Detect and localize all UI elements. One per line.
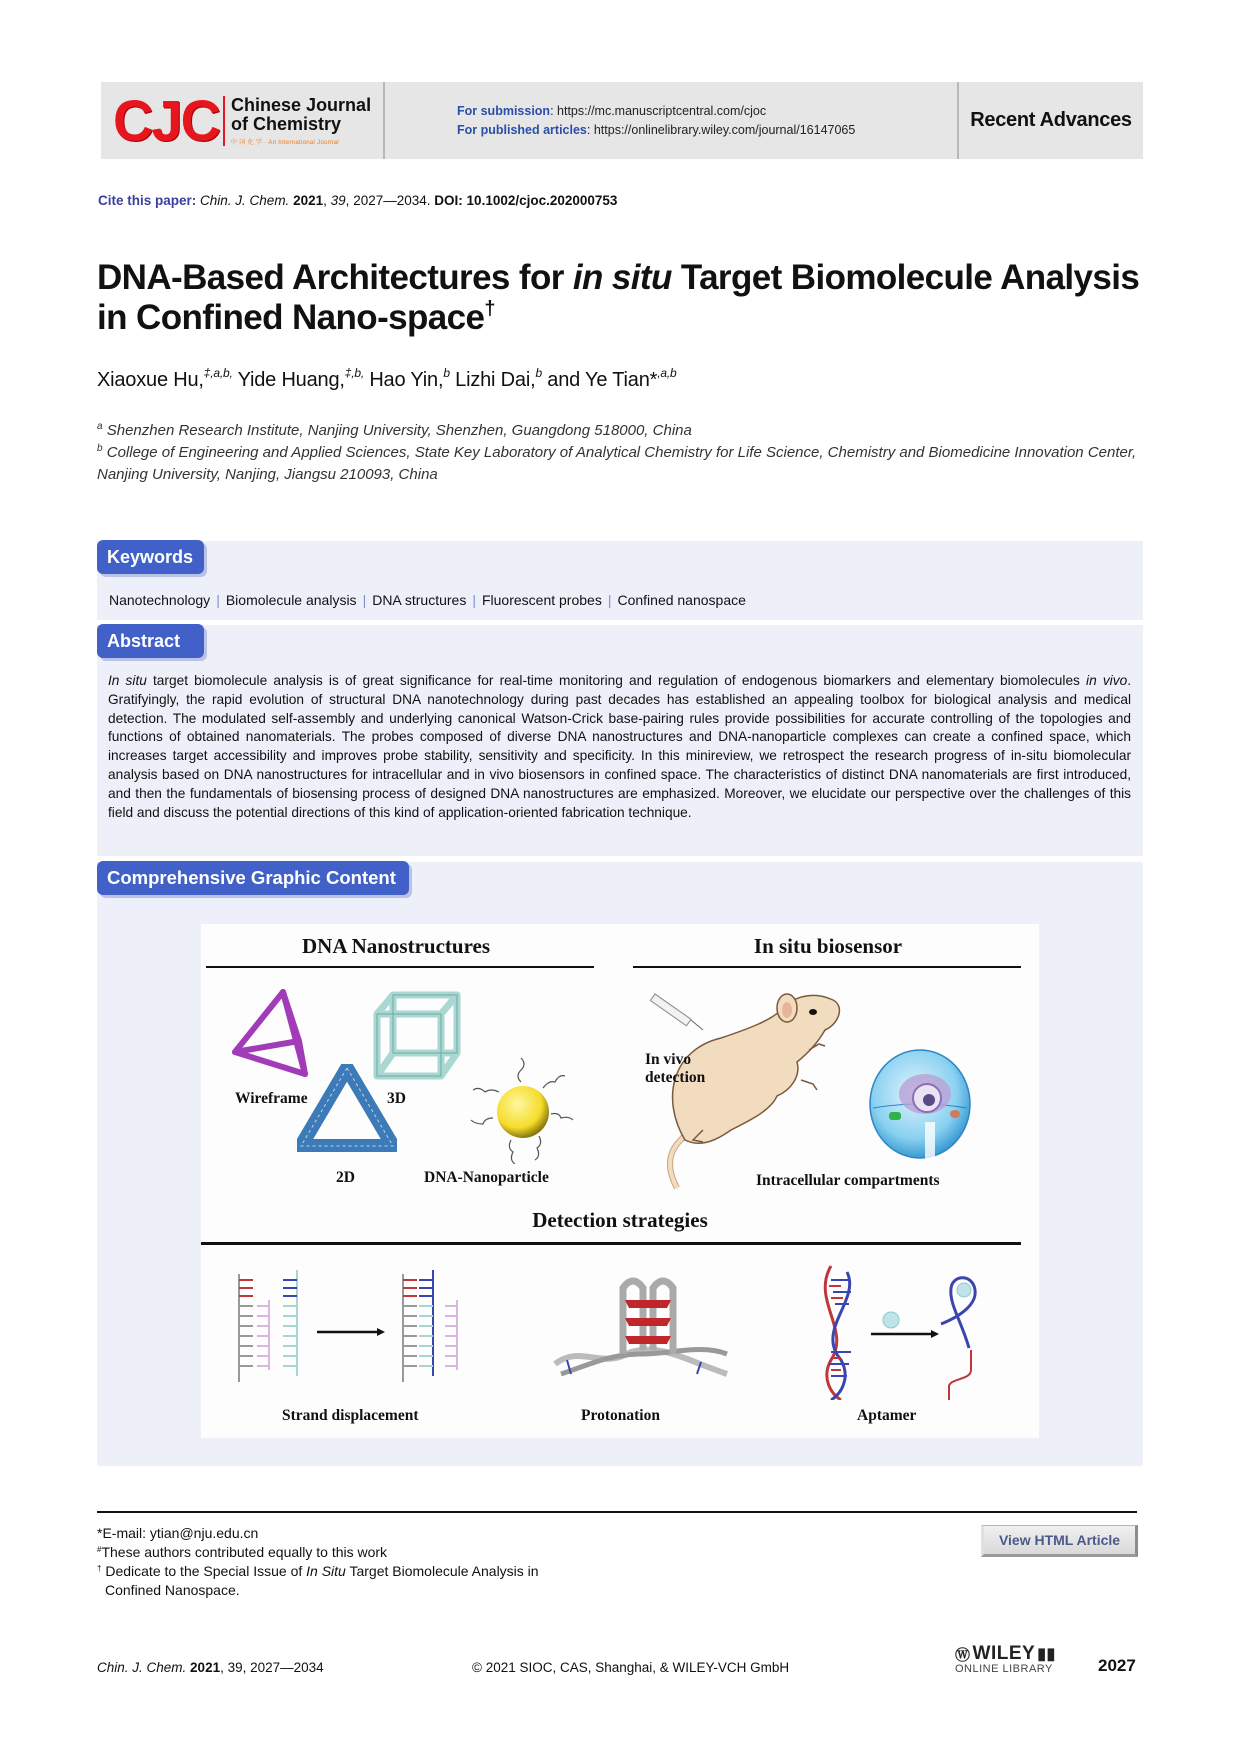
dna-triangle-icon — [297, 1064, 397, 1152]
footnote-rule — [97, 1511, 1137, 1513]
journal-name-line2: of Chemistry — [231, 113, 342, 134]
citation-line: Cite this paper: Chin. J. Chem. 2021, 39, 2027—2034. DOI: 10.1002/cjoc.202000753 — [98, 193, 618, 208]
journal-links — [385, 82, 959, 159]
abstract-text: In situ target biomolecule analysis is of great significance for real-time monitoring and regulation of endogenous biomarkers and elementary biomolecules in vivo. Gratifyingly, the rapid evolution of structural DNA nanotechnology during past decades has established an appealing toolbox for biological analysis and medical detection. The modulated self-assembly and underlying canonical Watson-Crick base-pairing rules provide possibilities for accurate controlling of the topologies and functions of obtained nanomaterials. The probes composed of diverse DNA nanostructures and DNA-nanoparticle complexes can create a confined space, which increases target accessibility and improves probe stability, sensitivity and specificity. In this minireview, we retrospect the research progress of in-situ biomolecular analysis based on DNA nanostructures for intracellular and in vivo biosensors in confined space. The characteristics of distinct DNA nanomaterials are first introduced, and then the fundamentals of biosensing process of designed DNA nanostructures are emphasized. Moreover, we elucidate our perspective over the challenges of this field and discuss the potential directions of this kind of application-oriented fabrication technique. — [108, 673, 1131, 820]
keyword-list — [109, 592, 746, 608]
author: Yide Huang,$^{\ddagger,b,}$ — [237, 366, 364, 391]
journal-subtitle: 中 国 化 学 · An International Journal — [231, 139, 339, 146]
author-list — [97, 366, 677, 392]
keywords-heading: Keywords — [97, 540, 204, 574]
cite-pages: 2027—2034. — [353, 193, 431, 208]
label-aptamer: Aptamer — [857, 1407, 917, 1424]
keyword-separator: | — [607, 592, 612, 608]
cite-year: 2021 — [293, 193, 324, 208]
footer-copyright: © 2021 SIOC, CAS, Shanghai, & WILEY-VCH GmbH — [472, 1660, 790, 1675]
keyword: DNA structures — [372, 592, 467, 608]
author: Xiaoxue Hu,$^{\ddagger,a,b,}$ — [97, 366, 233, 391]
label-wireframe: Wireframe — [235, 1090, 308, 1107]
cite-lead: Cite this paper: — [98, 193, 197, 208]
i-motif-protonation-diagram — [551, 1274, 731, 1384]
logo-divider — [223, 96, 225, 146]
footer-citation: Chin. J. Chem. 2021, 39, 2027—2034 — [97, 1660, 324, 1675]
label-strand-displacement: Strand displacement — [282, 1407, 419, 1424]
article-section-label: Recent Advances — [970, 109, 1132, 131]
label-in-vivo-detection: In vivo detection — [645, 1051, 706, 1086]
submission-link-row: For submission: https://mc.manuscriptcentral.com/cjoc — [457, 104, 767, 118]
author: Lizhi Dai,$^b$ — [455, 366, 542, 391]
keyword: Nanotechnology — [109, 592, 211, 608]
affiliation-a: $^a$ Shenzhen Research Institute, Nanjing University, Shenzhen, Guangdong 518000, China — [97, 421, 692, 439]
label-protonation: Protonation — [581, 1407, 660, 1424]
wiley-online-library-logo: Ⓦ WILEY ▮▮ ONLINE LIBRARY — [955, 1643, 1056, 1675]
figure-heading-biosensor: In situ biosensor — [753, 934, 903, 958]
cell-icon — [865, 1044, 975, 1162]
view-html-article-button[interactable]: View HTML Article — [981, 1525, 1138, 1557]
figure-heading-nanostructures: DNA Nanostructures — [301, 934, 491, 958]
label-2d: 2D — [336, 1169, 355, 1186]
keyword: Biomolecule analysis — [225, 592, 357, 608]
published-link-row: For published articles: https://onlinelibrary.wiley.com/journal/16147065 — [457, 123, 856, 137]
footnotes — [97, 1524, 539, 1600]
page-number: 2027 — [1098, 1656, 1136, 1675]
keyword: Fluorescent probes — [481, 592, 602, 608]
abstract-heading: Abstract — [97, 624, 204, 658]
submission-url[interactable]: https://mc.manuscriptcentral.com/cjoc — [557, 104, 767, 118]
cite-doi-label: DOI: — [434, 193, 463, 208]
dedication-note: † Dedicate to the Special Issue of In Situ Target Biomolecule Analysis in — [97, 1563, 539, 1579]
figure-heading-strategies: Detection strategies — [532, 1208, 708, 1232]
equal-contribution-note: #These authors contributed equally to this work — [97, 1544, 388, 1560]
dedication-note-cont: Confined Nanospace. — [105, 1582, 240, 1598]
figure-rule — [206, 966, 594, 968]
cite-journal: Chin. J. Chem. — [200, 193, 290, 208]
published-label: For published articles — [457, 123, 587, 137]
graphic-content-heading: Comprehensive Graphic Content — [97, 861, 409, 895]
label-intracellular: Intracellular compartments — [756, 1172, 940, 1189]
cjc-logo-mark: CJC — [113, 87, 220, 153]
journal-name-line1: Chinese Journal — [231, 94, 372, 115]
wiley-emblem-icon: Ⓦ — [955, 1646, 971, 1664]
figure-rule — [201, 1242, 1021, 1245]
keyword-separator: | — [216, 592, 220, 608]
title-footnote-mark: † — [484, 298, 495, 320]
label-nanoparticle: DNA-Nanoparticle — [424, 1169, 549, 1186]
submission-label: For submission — [457, 104, 551, 118]
strand-displacement-diagram — [231, 1270, 461, 1390]
keyword: Confined nanospace — [617, 592, 746, 608]
affiliations — [97, 420, 1147, 486]
journal-banner — [101, 82, 1143, 159]
affiliation-b: $^b$ College of Engineering and Applied Sciences, State Key Laboratory of Analytical Chemistry for Life Science, Chemistry and Biomedicine Innovation Center, Nanjing University, Nanjing, Jiangsu 210093, China — [97, 443, 1137, 483]
aptamer-diagram — [801, 1260, 1021, 1400]
article-title: DNA-Based Architectures for in situ Target Biomolecule Analysis in Confined Nano-space† — [97, 258, 1140, 337]
figure-rule — [633, 966, 1021, 968]
keyword-separator: | — [472, 592, 476, 608]
keywords-panel — [97, 541, 1143, 620]
books-icon: ▮▮ — [1037, 1646, 1056, 1663]
corresponding-email: *E-mail: ytian@nju.edu.cn — [97, 1525, 259, 1541]
dna-nanoparticle-icon — [463, 1052, 583, 1164]
keyword-separator: | — [362, 592, 367, 608]
author: and Ye Tian*$^{,a,b}$ — [547, 366, 677, 391]
author: Hao Yin,$^b$ — [369, 366, 450, 391]
graphical-abstract-figure — [201, 924, 1039, 1438]
journal-logo — [101, 82, 385, 159]
published-url[interactable]: https://onlinelibrary.wiley.com/journal/16147065 — [593, 123, 856, 137]
cite-volume: 39 — [330, 193, 346, 208]
label-3d: 3D — [387, 1090, 406, 1107]
cite-doi[interactable]: 10.1002/cjoc.202000753 — [466, 193, 618, 208]
